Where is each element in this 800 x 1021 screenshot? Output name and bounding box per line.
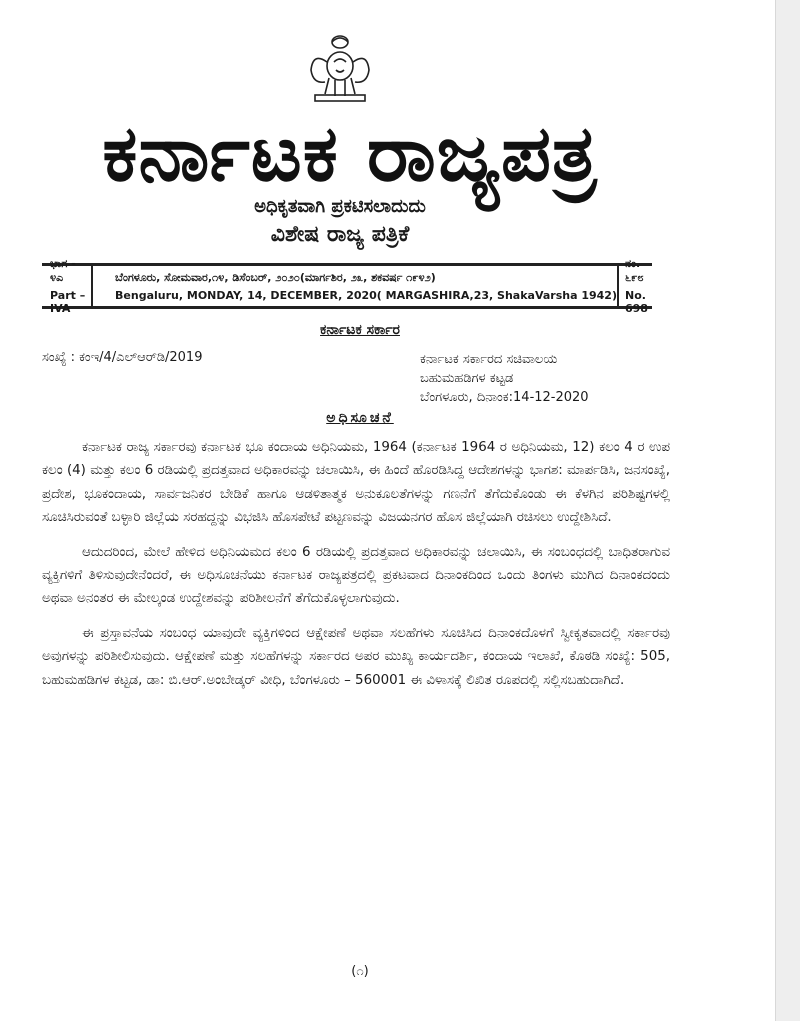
part-kannada: ಭಾಗ - ೪ಎ [50, 257, 76, 284]
notification-body [42, 436, 670, 703]
part-english: Part – IVA [50, 289, 86, 315]
number-kannada: ನಂ. ೬೯೮ [625, 257, 644, 284]
order-number: ಸಂಖ್ಯೆ : ಕಂಇ/4/ಎಲ್‌ಆರ್‌ಡಿ/2019 [42, 350, 203, 365]
number-cell [619, 257, 652, 315]
date-kannada: ಬೆಂಗಳೂರು, ಸೋಮವಾರ,೧೪, ಡಿಸೆಂಬರ್, ೨೦೨೦(ಮಾರ್ಗಶಿರ, ೨೩, ಶಕವರ್ಷ ೧೯೪೨) [115, 270, 436, 284]
paragraph-3: ಈ ಪ್ರಸ್ತಾವನೆಯ ಸಂಬಂಧ ಯಾವುದೇ ವ್ಯಕ್ತಿಗಳಿಂದ ಆಕ್ಷೇಪಣೆ ಅಥವಾ ಸಲಹೆಗಳು ಸೂಚಿಸಿದ ದಿನಾಂಕದೊಳಗೆ ಸ್ವೀಕೃತವಾದಲ್ಲಿ ಸರ್ಕಾರವು ಅವುಗಳನ್ನು ಪರಿಶೀಲಿಸುವುದು. ಆಕ್ಷೇಪಣೆ ಮತ್ತು ಸಲಹೆಗಳನ್ನು ಸರ್ಕಾರದ ಅಪರ ಮುಖ್ಯ ಕಾರ್ಯದರ್ಶಿ, ಕಂದಾಯ ಇಲಾಖೆ, ಕೊಠಡಿ ಸಂಖ್ಯೆ: 505, ಬಹುಮಹಡಿಗಳ ಕಟ್ಟಡ, ಡಾ: ಬಿ.ಆರ್.ಅಂಬೇಡ್ಕರ್ ವೀಧಿ, ಬೆಂಗಳೂರು – 560001 ಈ ವಿಳಾಸಕ್ಕೆ ಲಿಖಿತ ರೂಪದಲ್ಲಿ ಸಲ್ಲಿಸಬಹುದಾಗಿದೆ. [42, 625, 670, 688]
state-emblem-icon [305, 32, 375, 104]
part-cell [42, 257, 93, 315]
office-line-secretariat: ಕರ್ನಾಟಕ ಸರ್ಕಾರದ ಸಚಿವಾಲಯ [420, 352, 558, 367]
paragraph-2: ಆದುದರಿಂದ, ಮೇಲೆ ಹೇಳಿದ ಅಧಿನಿಯಮದ ಕಲಂ 6 ರಡಿಯಲ್ಲಿ ಪ್ರದತ್ತವಾದ ಅಧಿಕಾರವನ್ನು ಚಲಾಯಿಸಿ, ಈ ಸಂಬಂಧದಲ್ಲಿ ಬಾಧಿತರಾಗುವ ವ್ಯಕ್ತಿಗಳಿಗೆ ತಿಳಿಸುವುದೇನೆಂದರೆ, ಈ ಅಧಿಸೂಚನೆಯು ಕರ್ನಾಟಕ ರಾಜ್ಯಪತ್ರದಲ್ಲಿ ಪ್ರಕಟವಾದ ದಿನಾಂಕದಿಂದ ಒಂದು ತಿಂಗಳು ಮುಗಿದ ದಿನಾಂಕದಂದು ಅಥವಾ ಅನಂತರ ಈ ಮೇಲ್ಕಂಡ ಉದ್ದೇಶವನ್ನು ಪರಿಶೀಲನೆಗೆ ತೆಗೆದುಕೊಳ್ಳಲಾಗುವುದು. [42, 544, 670, 607]
gazette-info-bar [42, 257, 652, 315]
date-english: Bengaluru, MONDAY, 14, DECEMBER, 2020( MARGASHIRA,23, ShakaVarsha 1942) [115, 288, 617, 302]
notification-title: ಅಧಿಸೂಚನೆ [326, 410, 394, 426]
government-heading: ಕರ್ನಾಟಕ ಸರ್ಕಾರ [320, 322, 400, 338]
gazette-subtitle-special: ವಿಶೇಷ ರಾಜ್ಯ ಪತ್ರಿಕೆ [270, 222, 410, 247]
number-english: No. 698 [625, 289, 648, 315]
page-edge-strip [775, 0, 800, 1021]
office-address [420, 350, 589, 407]
gazette-masthead-title: ಕರ್ನಾಟಕ ರಾಜ್ಯಪತ್ರ [102, 109, 598, 199]
date-cell [93, 266, 619, 306]
paragraph-1: ಕರ್ನಾಟಕ ರಾಜ್ಯ ಸರ್ಕಾರವು ಕರ್ನಾಟಕ ಭೂ ಕಂದಾಯ ಅಧಿನಿಯಮ, 1964 (ಕರ್ನಾಟಕ 1964 ರ ಅಧಿನಿಯಮ, 12) ಕಲಂ 4 ರ ಉಪ ಕಲಂ (4) ಮತ್ತು ಕಲಂ 6 ರಡಿಯಲ್ಲಿ ಪ್ರದತ್ತವಾದ ಅಧಿಕಾರವನ್ನು ಚಲಾಯಿಸಿ, ಈ ಹಿಂದೆ ಹೊರಡಿಸಿದ್ದ ಆದೇಶಗಳನ್ನು ಭಾಗಶ: ಮಾರ್ಪಡಿಸಿ, ಜನಸಂಖ್ಯೆ, ಪ್ರದೇಶ, ಭೂಕಂದಾಯ, ಸಾರ್ವಜನಿಕರ ಬೇಡಿಕೆ ಹಾಗೂ ಆಡಳಿತಾತ್ಮಕ ಅನುಕೂಲತೆಗಳನ್ನು ಗಣನೆಗೆ ತೆಗೆದುಕೊಂಡು ಈ ಕೆಳಗಿನ ಪರಿಶಿಷ್ಟಗಳಲ್ಲಿ ಸೂಚಿಸಿರುವಂತೆ ಬಳ್ಳಾರಿ ಜಿಲ್ಲೆಯ ಸರಹದ್ದನ್ನು ವಿಭಜಿಸಿ ಹೊಸಪೇಟೆ ಪಟ್ಟಣವನ್ನು ವಿಜಯನಗರ ಹೊಸ ಜಿಲ್ಲೆಯಾಗಿ ರಚಿಸಲು ಉದ್ದೇಶಿಸಿದೆ. [42, 440, 670, 526]
office-line-building: ಬಹುಮಹಡಿಗಳ ಕಟ್ಟಡ [420, 371, 514, 386]
gazette-subtitle-official: ಅಧಿಕೃತವಾಗಿ ಪ್ರಕಟಿಸಲಾದುದು [254, 196, 426, 217]
office-line-date: ಬೆಂಗಳೂರು, ದಿನಾಂಕ:14-12-2020 [420, 390, 589, 405]
page-number: (೧) [351, 964, 369, 979]
